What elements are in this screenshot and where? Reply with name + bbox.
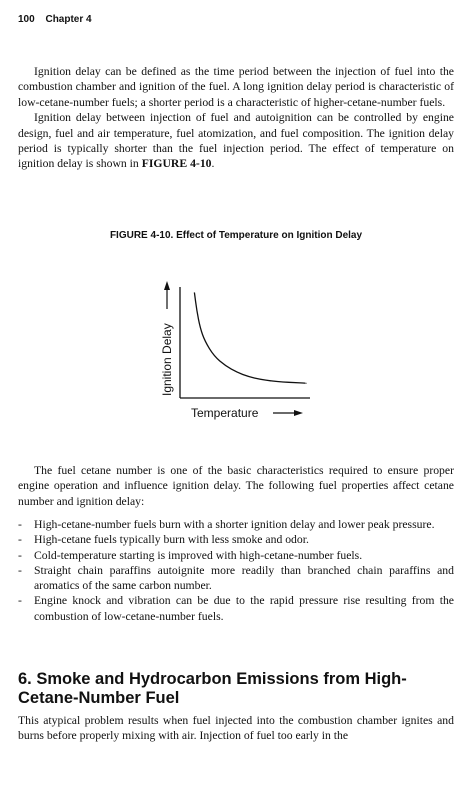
- y-axis-arrow-head: [164, 281, 170, 290]
- section-body: [18, 713, 454, 744]
- x-axis-label: Temperature: [191, 406, 259, 420]
- properties-text: [18, 463, 454, 509]
- page-number: 100: [18, 14, 35, 25]
- section-heading: 6. Smoke and Hydrocarbon Emissions from High-Cetane-Number Fuel: [18, 670, 407, 707]
- paragraph-3: The fuel cetane number is one of the basic characteristics required to ensure proper engine operation and influence ignition delay. The following fuel properties affect cetane number and ignition delay:: [18, 464, 454, 508]
- figure-reference: FIGURE 4-10: [141, 157, 212, 171]
- list-item: [18, 563, 454, 594]
- list-item-text: Straight chain paraffins autoignite more readily than branched chain paraffins and aromatics of the same carbon number.: [34, 563, 454, 593]
- list-bullet-marker: -: [18, 594, 22, 608]
- chapter-label: Chapter 4: [45, 14, 92, 25]
- list-item: [18, 517, 454, 532]
- list-bullet-marker: -: [18, 548, 22, 562]
- list-item-text: Engine knock and vibration can be due to the rapid pressure rise resulting from the combustion of low-cetane-number fuels.: [34, 594, 454, 623]
- list-item-text: High-cetane fuels typically burn with less smoke and odor.: [34, 533, 309, 547]
- x-axis-arrow-head: [294, 410, 303, 416]
- list-bullet-marker: -: [18, 518, 22, 531]
- list-item: [18, 593, 454, 624]
- paragraph-2-end: .: [211, 157, 215, 171]
- list-item: [18, 548, 454, 563]
- ignition-delay-curve: [194, 292, 306, 383]
- property-list-container: [18, 517, 454, 624]
- figure-caption: FIGURE 4-10. Effect of Temperature on Ignition Delay: [109, 230, 363, 241]
- paragraph-2-text: Ignition delay between injection of fuel and autoignition can be controlled by engine design, fuel and air temperature, fuel atomization, and fuel composition. The ignition delay period is typically shorter than the fuel injection period. The effect of temperature on ignition delay is shown in: [18, 111, 454, 171]
- list-item-text: Cold-temperature starting is improved with high-cetane-number fuels.: [34, 548, 363, 562]
- list-item: [18, 532, 454, 547]
- paragraph-1: Ignition delay can be defined as the time period between the injection of fuel into the combustion chamber and ignition of the fuel. A long ignition delay period is characteristic of low-cetane-number fuels; a shorter period is a characteristic of higher-cetane-number fuels.: [18, 65, 454, 109]
- list-bullet-marker: -: [18, 563, 22, 577]
- list-item-text: High-cetane-number fuels burn with a shorter ignition delay and lower peak pressure.: [34, 518, 435, 531]
- property-list: [18, 517, 454, 624]
- list-bullet-marker: -: [18, 533, 22, 547]
- paragraph-4: This atypical problem results when fuel injected into the combustion chamber ignites and burns before properly mixing with air. Injection of fuel too early in the: [18, 714, 454, 743]
- y-axis-label: Ignition Delay: [160, 323, 174, 396]
